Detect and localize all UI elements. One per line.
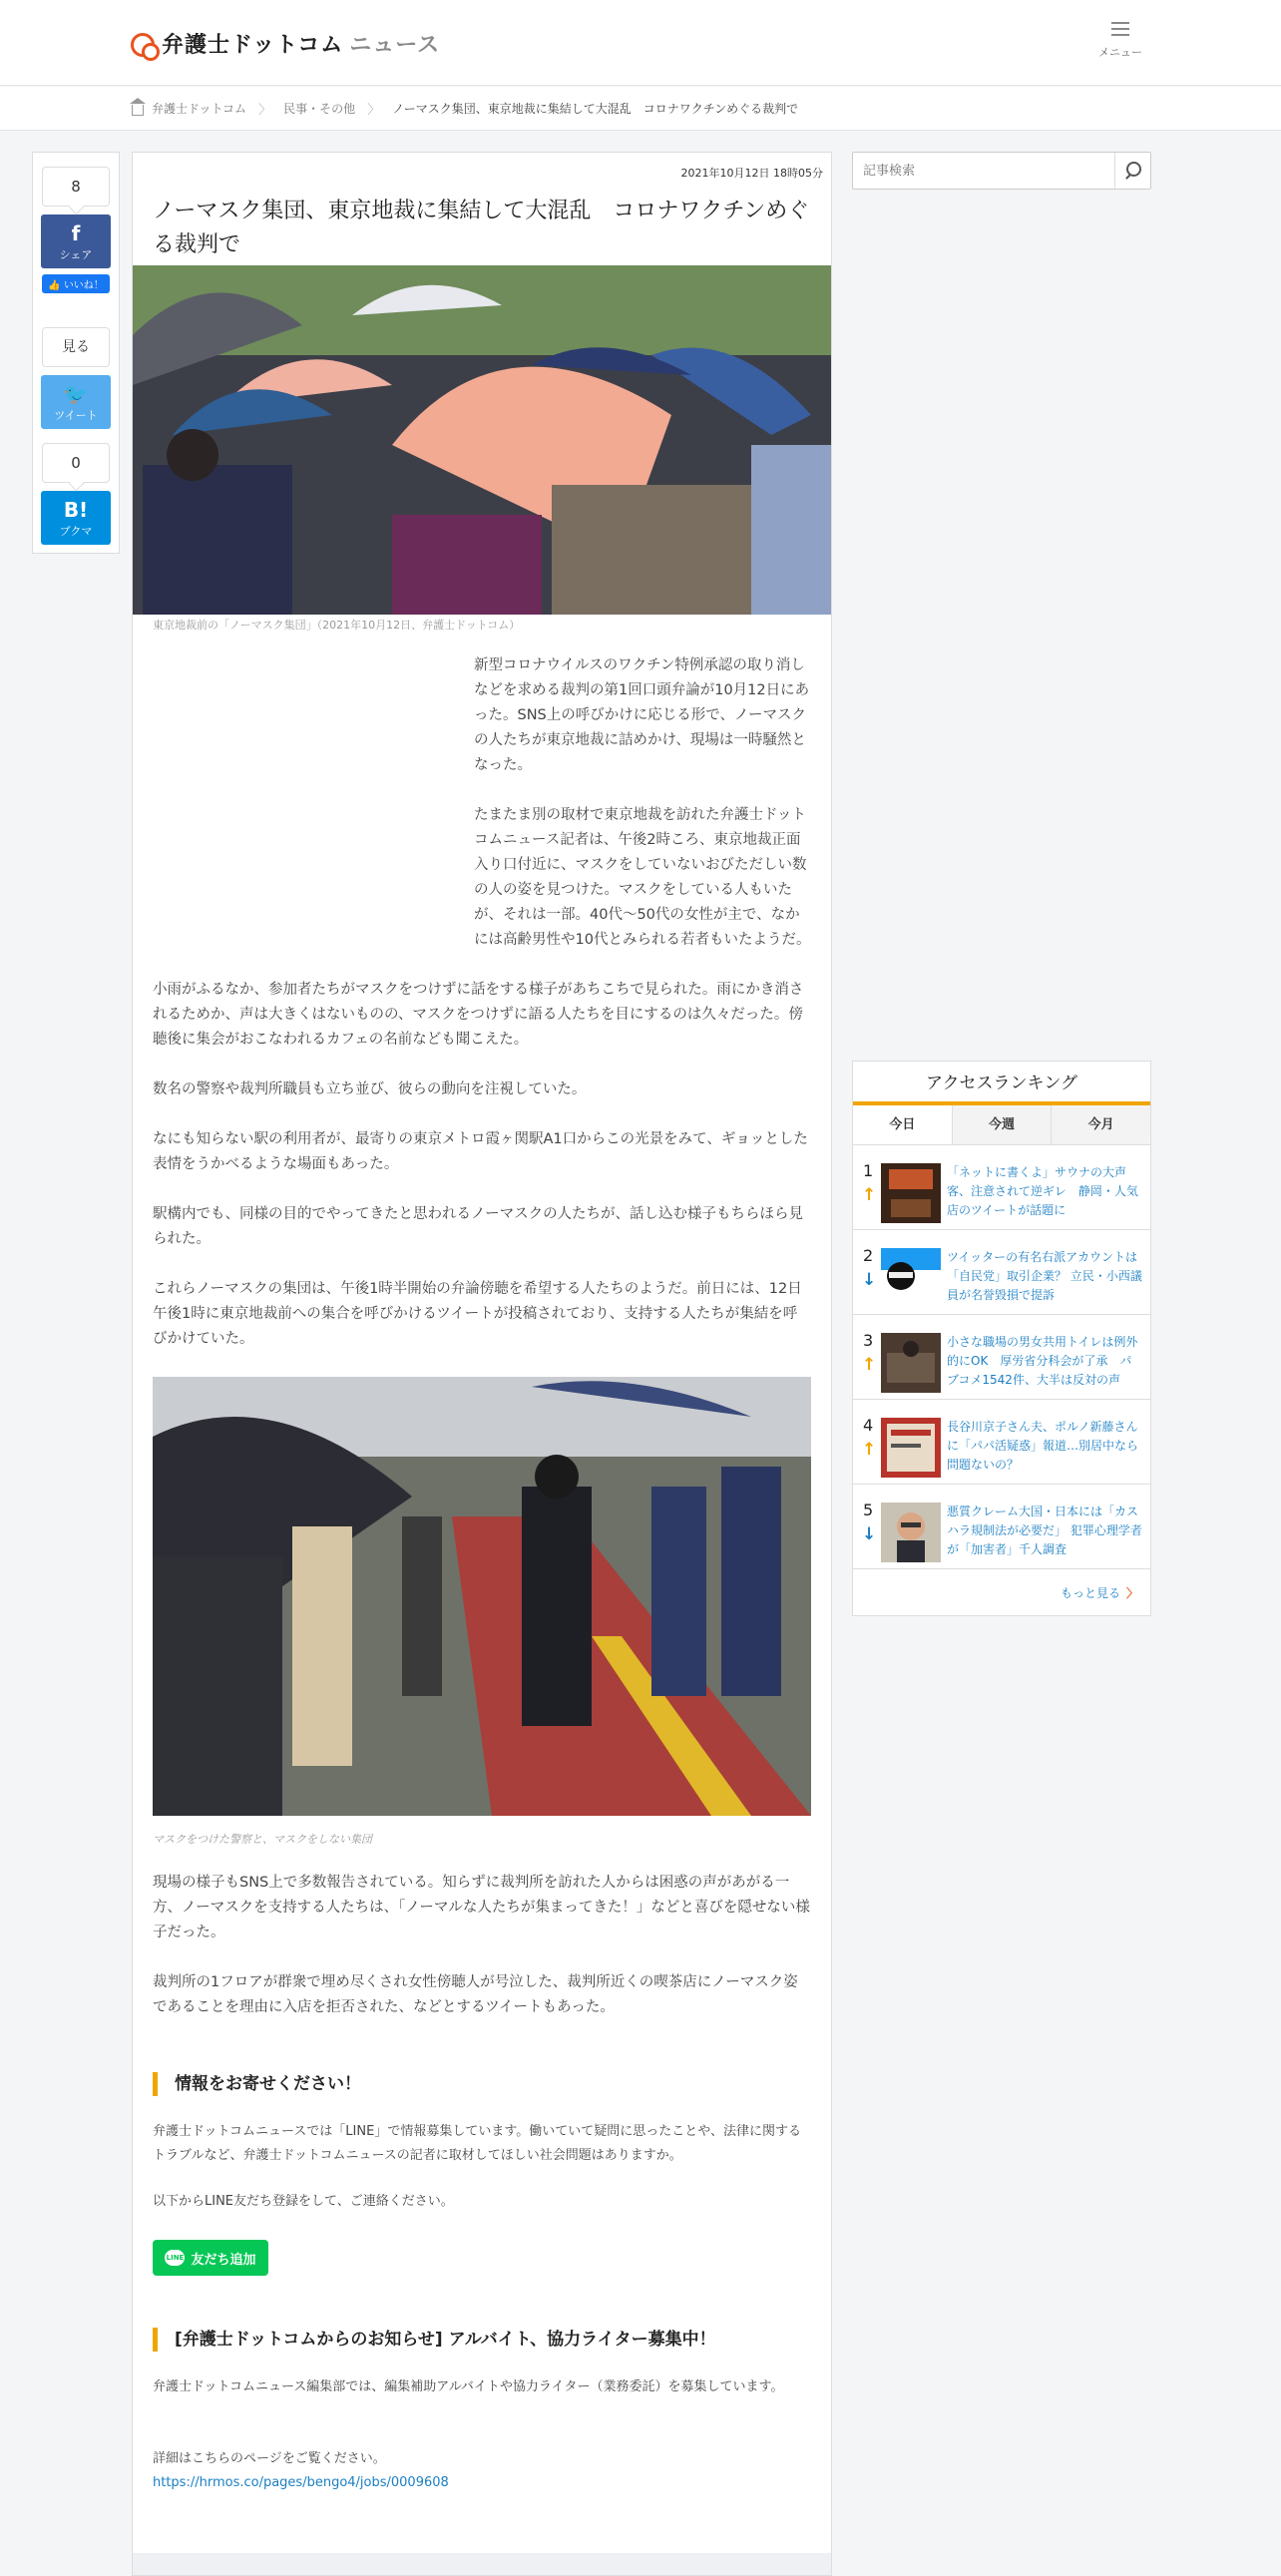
breadcrumb-current: ノーマスク集団、東京地裁に集結して大混乱 コロナワクチンめぐる裁判で	[392, 102, 799, 116]
access-ranking	[852, 1061, 1151, 1616]
trend-up-icon: ↑	[862, 1185, 877, 1205]
ranking-thumbnail	[881, 1333, 941, 1393]
line-icon: LINE	[165, 2250, 185, 2266]
ranking-headline: 「ネットに書くよ」サウナの大声客、注意されて逆ギレ 静岡・人気店のツイートが話題に	[947, 1165, 1138, 1217]
twitter-bird-icon: 🐦	[63, 382, 89, 406]
breadcrumb-home[interactable]: 弁護士ドットコム	[152, 102, 247, 116]
info-text: 弁護士ドットコムニュースでは「LINE」で情報募集しています。働いていて疑問に思ったことや、法律に関するトラブルなど、弁護士ドットコムニュースの記者に取材してほしい社会問題はありますか。	[153, 2124, 802, 2163]
ranking-item[interactable]	[853, 1230, 1150, 1315]
ranking-thumbnail	[881, 1248, 941, 1308]
article-title: ノーマスク集団、東京地裁に集結して大混乱 コロナワクチンめぐる裁判で	[153, 199, 810, 257]
logo-main-text: 弁護士ドットコム	[162, 33, 344, 58]
crowd-with-umbrellas-photo	[133, 265, 831, 615]
view-tweets-button[interactable]: 見る	[42, 327, 110, 367]
ranking-thumbnail	[881, 1163, 941, 1223]
chevron-right-icon: 〉	[258, 103, 272, 118]
recruit-text: 弁護士ドットコムニュース編集部では、編集補助アルバイトや協力ライター（業務委託）を募集しています。	[153, 2379, 784, 2394]
article-footer-bar	[133, 2553, 831, 2575]
facebook-icon: f	[71, 221, 81, 245]
paragraph: なにも知らない駅の利用者が、最寄りの東京メトロ霞ヶ関駅A1口からこの光景をみて、ギョッとした表情をうかべるような場面もあった。	[153, 1131, 808, 1172]
logo-sub-text: ニュース	[349, 33, 441, 58]
tweet-button[interactable]	[41, 375, 111, 429]
trend-down-icon: ↓	[862, 1270, 877, 1290]
more-label: もっと見る	[1060, 1586, 1120, 1600]
paragraph: たまたま別の取材で東京地裁を訪れた弁護士ドットコムニュース記者は、午後2時ころ、東京地裁正面入り口付近に、マスクをしていないおびただしい数の人の姿を見つけた。マスクをしている人もいたが、それは一部。40代〜50代の女性が主で、なかには高齢男性や10代とみられる若者もいたようだ。	[474, 807, 811, 948]
article-date: 2021年10月12日 18時05分	[680, 167, 823, 180]
search-icon[interactable]	[1114, 153, 1150, 189]
rank-number: 4	[863, 1416, 874, 1435]
article	[132, 152, 832, 2576]
trend-up-icon: ↑	[862, 1440, 877, 1460]
ranking-headline: ツイッターの有名右派アカウントは「自民党」取引企業？ 立民・小西議員が名誉毀損で提訴	[947, 1250, 1142, 1302]
facebook-share-button[interactable]	[41, 215, 111, 268]
site-logo[interactable]	[130, 28, 440, 59]
trend-down-icon: ↓	[862, 1524, 877, 1544]
line-add-friend-button[interactable]	[153, 2240, 268, 2276]
ad-space	[153, 653, 474, 943]
recruit-instruction: 詳細はこちらのページをご覧ください。	[153, 2451, 386, 2466]
ranking-tabs	[853, 1105, 1150, 1145]
hatena-bookmark-count: 0	[42, 443, 110, 483]
photo2-caption: マスクをつけた警察と、マスクをしない集団	[153, 1833, 372, 1846]
search-input[interactable]	[853, 153, 1114, 189]
thumbs-up-icon: 👍	[48, 280, 61, 291]
tab-week[interactable]: 今週	[953, 1105, 1053, 1144]
hatena-bookmark-label: ブクマ	[59, 525, 93, 538]
menu-label: メニュー	[1098, 46, 1142, 59]
ranking-headline: 小さな職場の男女共用トイレは例外的にOK 厚労省分科会が了承 パブコメ1542件、大半は反対の声	[947, 1335, 1138, 1387]
hamburger-icon	[1111, 22, 1129, 36]
menu-button[interactable]	[1097, 22, 1143, 60]
ranking-item[interactable]	[853, 1400, 1150, 1485]
recruit-link[interactable]: https://hrmos.co/pages/bengo4/jobs/0009608	[153, 2475, 449, 2490]
paragraph: 数名の警察や裁判所職員も立ち並び、彼らの動向を注視していた。	[153, 1081, 587, 1097]
ranking-headline: 長谷川京子さん夫、ポルノ新藤さんに「パパ活疑惑」報道…別居中なら問題ないの？	[947, 1420, 1139, 1472]
facebook-share-count: 8	[42, 167, 110, 207]
article-body-continued	[153, 1871, 811, 2045]
rank-number: 3	[863, 1331, 874, 1350]
trend-up-icon: ↑	[862, 1355, 877, 1375]
chevron-right-icon: 〉	[367, 103, 381, 118]
info-instruction: 以下からLINE友だち登録をして、ご連絡ください。	[153, 2194, 454, 2209]
breadcrumb-category[interactable]: 民事・その他	[283, 102, 356, 116]
paragraph: 小雨がふるなか、参加者たちがマスクをつけずに話をする様子があちこちで見られた。雨にかき消されるためか、声は大きくはないものの、マスクをつけずに語る人たちを目にするのは久々だった。傍聴後に集会がおこなわれるカフェの名前なども聞こえた。	[153, 982, 804, 1048]
hatena-b-icon: B!	[63, 498, 89, 522]
ranking-thumbnail	[881, 1503, 941, 1562]
tab-today[interactable]: 今日	[853, 1105, 953, 1144]
paragraph: 新型コロナウイルスのワクチン特例承認の取り消しなどを求める裁判の第1回口頭弁論が10月12日にあった。SNS上の呼びかけに応じる形で、ノーマスクの人たちが東京地裁に詰めかけ、現場は一時騒然となった。	[474, 657, 810, 773]
tweet-label: ツイート	[54, 409, 98, 422]
breadcrumb	[0, 87, 1281, 131]
paragraph: 裁判所の1フロアが群衆で埋め尽くされ女性傍聴人が号泣した、裁判所近くの喫茶店にノーマスク姿であることを理由に入店を拒否された、などとするツイートもあった。	[153, 1974, 798, 2015]
police-and-crowd-photo	[153, 1377, 811, 1816]
like-label: いいね！	[63, 280, 104, 291]
ranking-thumbnail	[881, 1418, 941, 1478]
ranking-more-link[interactable]	[1061, 1584, 1138, 1601]
facebook-like-button[interactable]	[42, 274, 110, 293]
hero-caption: 東京地裁前の「ノーマスク集団」（2021年10月12日、弁護士ドットコム）	[153, 619, 521, 632]
tab-month[interactable]: 今月	[1052, 1105, 1150, 1144]
facebook-share-label: シェア	[59, 248, 93, 261]
line-button-label: 友だち追加	[191, 2252, 256, 2268]
paragraph: 駅構内でも、同様の目的でやってきたと思われるノーマスクの人たちが、話し込む様子もちらほら見られた。	[153, 1206, 804, 1247]
ranking-item[interactable]	[853, 1145, 1150, 1230]
recruit-heading: [弁護士ドットコムからのお知らせ] アルバイト、協力ライター募集中！	[153, 2328, 811, 2352]
chevron-right-icon: 〉	[1125, 1586, 1138, 1600]
share-panel	[32, 152, 120, 554]
search-box	[852, 152, 1151, 190]
hero-photo	[133, 265, 831, 615]
logo-mark-icon	[130, 31, 156, 57]
paragraph: これらノーマスクの集団は、午後1時半開始の弁論傍聴を希望する人たちのようだ。前日には、12日午後1時に東京地裁前への集合を呼びかけるツイートが投稿されており、支持する人たちが集結を呼びかけていた。	[153, 1281, 802, 1347]
rank-number: 2	[863, 1246, 874, 1265]
ranking-headline: 悪質クレーム大国・日本には「カスハラ規制法が必要だ」 犯罪心理学者が「加害者」千人調査	[947, 1504, 1142, 1556]
article-body	[153, 653, 811, 1377]
site-header	[0, 0, 1281, 86]
rank-number: 1	[863, 1161, 874, 1180]
ranking-item[interactable]	[853, 1485, 1150, 1569]
home-icon	[132, 105, 144, 116]
ranking-title: アクセスランキング	[853, 1062, 1150, 1105]
rank-number: 5	[863, 1501, 874, 1519]
street-scene-photo	[153, 1377, 811, 1816]
hatena-bookmark-button[interactable]	[41, 491, 111, 545]
paragraph: 現場の様子もSNS上で多数報告されている。知らずに裁判所を訪れた人からは困惑の声があがる一方、ノーマスクを支持する人たちは、「ノーマルな人たちが集まってきた！」などと喜びを隠せない様子だった。	[153, 1875, 810, 1940]
info-heading: 情報をお寄せください！	[153, 2072, 811, 2096]
ranking-item[interactable]	[853, 1315, 1150, 1400]
